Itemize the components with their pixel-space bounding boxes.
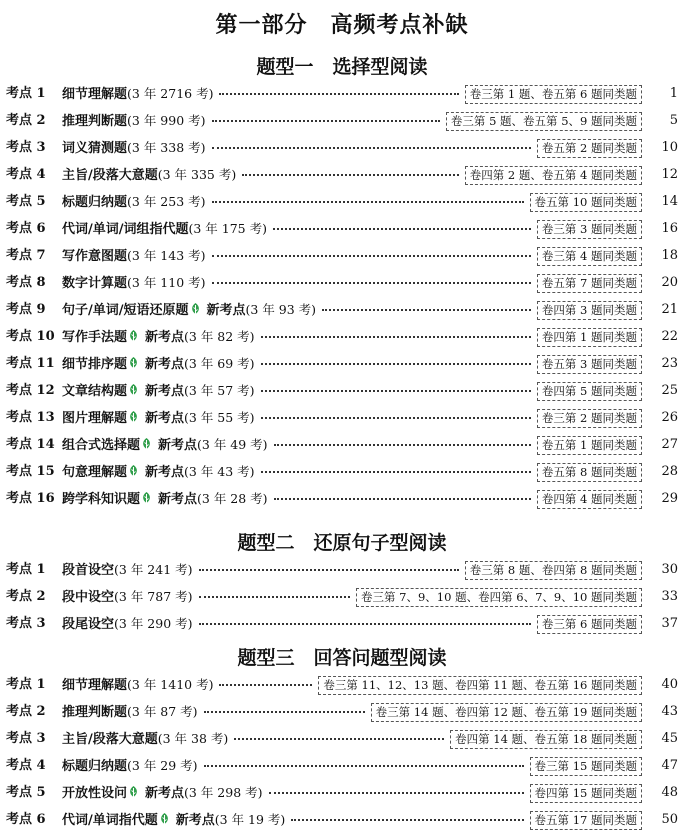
entry-count: (3 年 143 考) [127,248,206,263]
toc-entry[interactable] [6,407,678,429]
entry-topic-group [62,137,206,160]
dot-leader [274,444,531,446]
entry-code: 考点 9 [6,302,46,317]
new-topic-tag: 新考点 [145,411,185,426]
entry-topic-group [62,586,193,609]
entry-topic-group [62,613,193,636]
toc-entry[interactable] [6,137,678,159]
entry-topic: 跨学科知识题 [62,492,141,507]
toc-entry[interactable] [6,353,678,375]
entry-code: 考点 4 [6,758,46,773]
similar-question-ref: 卷三第 4 题同类题 [537,247,642,266]
entry-topic-group [62,83,213,106]
entry-count: (3 年 990 考) [127,113,206,128]
entry-topic-group [62,110,206,133]
similar-question-ref: 卷五第 7 题同类题 [537,274,642,293]
dot-leader [242,174,459,176]
entry-count: (3 年 43 考) [184,464,255,479]
entry-code: 考点 5 [6,785,46,800]
dot-leader [199,596,350,598]
entry-topic-group [62,488,268,511]
similar-question-ref: 卷三第 5 题、卷五第 5、9 题同类题 [446,112,642,131]
page-number: 25 [661,383,678,398]
entry-count: (3 年 175 考) [188,221,267,236]
entry-topic-group [62,299,316,322]
green-leaf-icon [128,785,139,799]
toc-entry[interactable] [6,728,678,750]
similar-question-ref: 卷五第 8 题同类题 [537,463,642,482]
similar-question-ref: 卷三第 8 题、卷四第 8 题同类题 [465,561,642,580]
entry-topic-group [62,353,255,376]
page-number: 10 [661,140,678,155]
entry-topic: 句意理解题 [62,465,128,480]
entry-code: 考点 7 [6,248,46,263]
similar-question-ref: 卷三第 6 题同类题 [537,615,642,634]
page-number: 50 [661,812,678,827]
entry-code: 考点 15 [6,464,55,479]
entry-topic: 写作意图题 [62,249,128,264]
toc-entry[interactable] [6,191,678,213]
entry-topic-group [62,272,206,295]
dot-leader [261,417,531,419]
dot-leader [204,765,524,767]
similar-question-ref: 卷四第 5 题同类题 [537,382,642,401]
green-leaf-icon [141,437,152,451]
section-title: 题型一 选择型阅读 [256,56,428,78]
entry-code: 考点 2 [6,704,46,719]
entry-topic-group [62,434,268,457]
dot-leader [261,363,531,365]
page-number: 26 [661,410,678,425]
dot-leader [199,623,531,625]
entry-code: 考点 13 [6,410,55,425]
entry-topic: 推理判断题 [62,114,128,129]
toc-entry[interactable] [6,755,678,777]
entry-code: 考点 3 [6,616,46,631]
entry-code: 考点 6 [6,812,46,827]
entry-count: (3 年 69 考) [184,356,255,371]
entry-code: 考点 2 [6,113,46,128]
entry-code: 考点 6 [6,221,46,236]
toc-entry[interactable] [6,245,678,267]
new-topic-tag: 新考点 [158,492,198,507]
entry-count: (3 年 87 考) [127,704,198,719]
entry-code: 考点 12 [6,383,55,398]
page-number: 27 [661,437,678,452]
new-topic-tag: 新考点 [158,438,198,453]
entry-topic: 词义猜测题 [62,141,128,156]
entry-code: 考点 16 [6,491,55,506]
dot-leader [212,120,440,122]
toc-entry[interactable] [6,782,678,804]
entry-code: 考点 4 [6,167,46,182]
similar-question-ref: 卷五第 1 题同类题 [537,436,642,455]
entry-topic: 主旨/段落大意题 [62,732,158,747]
entry-topic-group [62,245,206,268]
entry-topic-group [62,559,193,582]
dot-leader [274,498,531,500]
page-number: 23 [661,356,678,371]
entry-count: (3 年 241 考) [114,562,193,577]
entry-topic-group [62,674,213,697]
entry-topic: 组合式选择题 [62,438,141,453]
page-number: 18 [661,248,678,263]
similar-question-ref: 卷三第 2 题同类题 [537,409,642,428]
toc-entry[interactable] [6,272,678,294]
page-number: 16 [661,221,678,236]
dot-leader [261,390,531,392]
page-number: 21 [661,302,678,317]
entry-code: 考点 3 [6,140,46,155]
dot-leader [212,282,531,284]
toc-entry[interactable] [6,299,678,321]
dot-leader [212,147,531,149]
entry-topic-group [62,326,255,349]
entry-topic: 代词/单词/词组指代题 [62,222,189,237]
entry-code: 考点 1 [6,677,46,692]
entry-count: (3 年 338 考) [127,140,206,155]
page-number: 40 [661,677,678,692]
toc-entry[interactable] [6,613,678,635]
entry-topic: 标题归纳题 [62,195,128,210]
entry-code: 考点 8 [6,275,46,290]
entry-code: 考点 10 [6,329,55,344]
page-number: 28 [661,464,678,479]
toc-entry[interactable] [6,326,678,348]
green-leaf-icon [141,491,152,505]
toc-entry[interactable] [6,218,678,240]
entry-topic: 细节理解题 [62,87,128,102]
entry-topic: 推理判断题 [62,705,128,720]
entry-count: (3 年 298 考) [184,785,263,800]
page-number: 47 [661,758,678,773]
similar-question-ref: 卷三第 7、9、10 题、卷四第 6、7、9、10 题同类题 [356,588,642,607]
entry-topic-group [62,701,198,724]
dot-leader [291,819,524,821]
entry-count: (3 年 110 考) [127,275,206,290]
green-leaf-icon [128,329,139,343]
entry-code: 考点 1 [6,86,46,101]
green-leaf-icon [128,383,139,397]
entry-topic: 段首设空 [62,563,115,578]
new-topic-tag: 新考点 [145,330,185,345]
entry-topic-group [62,782,263,805]
dot-leader [219,93,459,95]
dot-leader [322,309,531,311]
toc-entry[interactable] [6,110,678,132]
entry-topic-group [62,218,267,241]
entry-topic: 标题归纳题 [62,759,128,774]
page-number: 37 [661,616,678,631]
entry-code: 考点 11 [6,356,55,371]
entry-topic-group [62,164,236,187]
similar-question-ref: 卷五第 10 题同类题 [530,193,642,212]
entry-topic: 数字计算题 [62,276,128,291]
similar-question-ref: 卷五第 17 题同类题 [530,811,642,830]
dot-leader [273,228,531,230]
entry-count: (3 年 29 考) [127,758,198,773]
entry-count: (3 年 57 考) [184,383,255,398]
green-leaf-icon [128,410,139,424]
entry-topic: 细节排序题 [62,357,128,372]
entry-topic-group [62,380,255,403]
page-number: 43 [661,704,678,719]
toc-entry[interactable] [6,488,678,510]
similar-question-ref: 卷五第 2 题同类题 [537,139,642,158]
new-topic-tag: 新考点 [145,465,185,480]
page-number: 12 [661,167,678,182]
green-leaf-icon [190,302,201,316]
dot-leader [212,255,531,257]
similar-question-ref: 卷四第 15 题同类题 [530,784,642,803]
page-number: 5 [669,113,678,128]
toc-entry[interactable] [6,586,678,608]
dot-leader [219,684,312,686]
new-topic-tag: 新考点 [145,786,185,801]
entry-topic: 文章结构题 [62,384,128,399]
page-number: 45 [661,731,678,746]
new-topic-tag: 新考点 [206,303,246,318]
entry-topic: 开放性设问 [62,786,128,801]
similar-question-ref: 卷三第 1 题、卷五第 6 题同类题 [465,85,642,104]
entry-topic: 细节理解题 [62,678,128,693]
green-leaf-icon [159,812,170,826]
entry-topic-group [62,407,255,430]
entry-code: 考点 3 [6,731,46,746]
similar-question-ref: 卷四第 14 题、卷五第 18 题同类题 [450,730,642,749]
page-number: 1 [669,86,678,101]
section-title: 题型三 回答问题型阅读 [237,647,447,669]
dot-leader [204,711,365,713]
similar-question-ref: 卷三第 15 题同类题 [530,757,642,776]
entry-count: (3 年 38 考) [157,731,229,746]
entry-count: (3 年 335 考) [157,167,237,182]
similar-question-ref: 卷三第 11、12、13 题、卷四第 11 题、卷五第 16 题同类题 [318,676,642,695]
entry-code: 考点 5 [6,194,46,209]
dot-leader [261,336,531,338]
new-topic-tag: 新考点 [145,357,185,372]
page-title: 第一部分 高频考点补缺 [215,12,469,38]
entry-count: (3 年 49 考) [197,437,268,452]
similar-question-ref: 卷四第 1 题同类题 [537,328,642,347]
toc-entry[interactable] [6,674,678,696]
entry-count: (3 年 93 考) [245,302,317,317]
green-leaf-icon [128,464,139,478]
entry-count: (3 年 787 考) [114,589,193,604]
similar-question-ref: 卷五第 3 题同类题 [537,355,642,374]
dot-leader [212,201,524,203]
entry-topic-group [62,728,228,751]
entry-topic: 图片理解题 [62,411,128,426]
toc-entry[interactable] [6,380,678,402]
dot-leader [269,792,524,794]
page-number: 33 [661,589,678,604]
toc-entry[interactable] [6,701,678,723]
entry-topic: 段尾设空 [62,617,115,632]
page-number: 30 [661,562,678,577]
new-topic-tag: 新考点 [175,813,215,828]
entry-topic: 主旨/段落大意题 [62,168,158,183]
new-topic-tag: 新考点 [145,384,185,399]
entry-count: (3 年 253 考) [127,194,206,209]
similar-question-ref: 卷四第 3 题同类题 [537,301,642,320]
entry-topic: 句子/单词/短语还原题 [62,303,189,318]
entry-code: 考点 2 [6,589,46,604]
entry-topic-group [62,191,206,214]
entry-count: (3 年 19 考) [214,812,286,827]
page-number: 48 [661,785,678,800]
green-leaf-icon [128,356,139,370]
entry-count: (3 年 28 考) [197,491,268,506]
dot-leader [199,569,459,571]
entry-count: (3 年 82 考) [184,329,255,344]
similar-question-ref: 卷四第 4 题同类题 [537,490,642,509]
entry-topic: 代词/单词指代题 [62,813,158,828]
entry-count: (3 年 1410 考) [127,677,214,692]
entry-code: 考点 14 [6,437,55,452]
entry-topic-group [62,809,285,832]
entry-topic-group [62,461,255,484]
entry-topic: 写作手法题 [62,330,128,345]
entry-count: (3 年 55 考) [184,410,255,425]
toc-entry[interactable] [6,461,678,483]
entry-topic: 段中设空 [62,590,115,605]
similar-question-ref: 卷三第 3 题同类题 [537,220,642,239]
entry-count: (3 年 2716 考) [127,86,214,101]
toc-entry[interactable] [6,83,678,105]
toc-entry[interactable] [6,809,678,831]
toc-entry[interactable] [6,559,678,581]
entry-topic-group [62,755,198,778]
page-number: 22 [661,329,678,344]
toc-entry[interactable] [6,164,678,186]
dot-leader [234,738,444,740]
dot-leader [261,471,531,473]
page-number: 29 [661,491,678,506]
toc-entry[interactable] [6,434,678,456]
section-title: 题型二 还原句子型阅读 [237,532,447,554]
entry-count: (3 年 290 考) [114,616,193,631]
similar-question-ref: 卷四第 2 题、卷五第 4 题同类题 [465,166,642,185]
page-number: 20 [661,275,678,290]
entry-code: 考点 1 [6,562,46,577]
similar-question-ref: 卷三第 14 题、卷四第 12 题、卷五第 19 题同类题 [371,703,642,722]
page-number: 14 [661,194,678,209]
